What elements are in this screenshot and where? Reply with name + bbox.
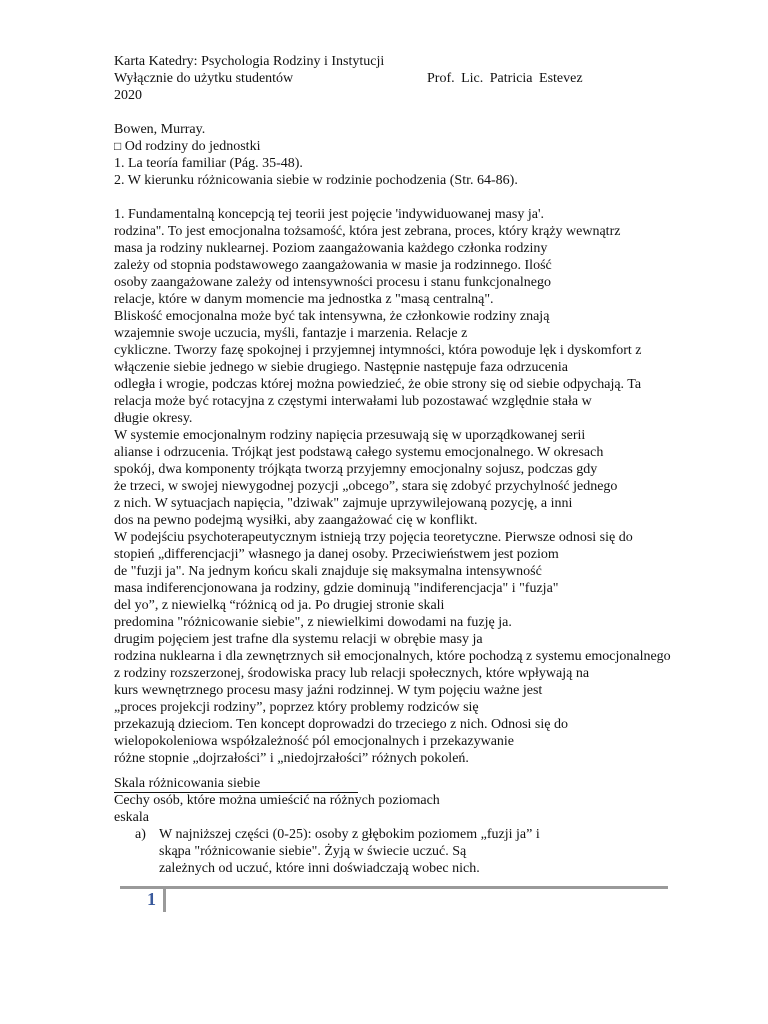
list-item-a-line-1: W najniższej części (0-25): osoby z głębokim poziomem „fuzji ja” i <box>159 827 540 842</box>
body-line: dos na pewno podejmą wysiłki, aby zaangażować cię w konflikt. <box>114 513 478 528</box>
body-line: 1. Fundamentalną koncepcją tej teorii jest pojęcie 'indywiduowanej masy ja'. <box>114 207 544 222</box>
footer-vertical-bar <box>163 889 166 912</box>
reference-book-line <box>114 138 260 155</box>
body-line: osoby zaangażowane zależy od intensywności procesu i stanu funkcjonalnego <box>114 275 551 290</box>
list-item-a-line-2: skąpa "różnicowanie siebie". Żyją w świecie uczuć. Są <box>159 844 467 859</box>
list-item-a-line-3: zależnych od uczuć, które inni doświadczają wobec nich. <box>159 861 480 876</box>
body-line: masa indiferencjonowana ja rodziny, gdzie dominują "indiferencjacja" i "fuzja" <box>114 581 559 596</box>
body-line: kurs wewnętrznego procesu masy jaźni rodzinnej. W tym pojęciu ważne jest <box>114 683 543 698</box>
reference-author: Bowen, Murray. <box>114 122 206 137</box>
body-line: rodzina''. To jest emocjonalna tożsamość, która jest zebrana, proces, który krąży wewnątrz <box>114 224 621 239</box>
body-line: różne stopnie „dojrzałości” i „niedojrzałości” różnych pokoleń. <box>114 751 469 766</box>
body-line: z rodziny rozszerzonej, środowiska pracy lub relacji społecznych, które wpływają na <box>114 666 590 681</box>
body-line: rodzina nuklearna i dla zewnętrznych sił emocjonalnych, które pochodzą z systemu emocjonalnego <box>114 649 671 664</box>
body-line: przekazują dzieciom. Ten koncept doprowadzi do trzeciego z nich. Odnosi się do <box>114 717 568 732</box>
page-number: 1 <box>147 889 156 909</box>
body-line: cykliczne. Tworzy fazę spokojnej i przyjemnej intymności, która powoduje lęk i dyskomfort z <box>114 343 642 358</box>
list-marker-a: a) <box>135 827 146 842</box>
body-line: drugim pojęciem jest trafne dla systemu relacji w obrębie masy ja <box>114 632 483 647</box>
header-course-title: Karta Katedry: Psychologia Rodziny i Instytucji <box>114 54 385 69</box>
body-line: z nich. W sytuacjach napięcia, "dziwak" zajmuje uprzywilejowaną pozycję, a inni <box>114 496 573 511</box>
placeholder-box-icon: □ <box>114 139 122 153</box>
reference-book-title: Od rodziny do jednostki <box>124 139 261 154</box>
header-usage-note: Wyłącznie do użytku studentów <box>114 71 294 86</box>
reference-item-2: 2. W kierunku różnicowania siebie w rodzinie pochodzenia (Str. 64-86). <box>114 173 518 188</box>
footer-divider <box>120 886 668 889</box>
body-line: relacje, które w danym momencie ma jednostka z "masą centralną". <box>114 292 494 307</box>
header-professor: Prof. Lic. Patricia Estevez <box>427 71 583 86</box>
header-year: 2020 <box>114 88 142 103</box>
body-line: włączenie siebie jednego w siebie drugiego. Następnie następuje faza odrzucenia <box>114 360 569 375</box>
body-line: wzajemnie swoje uczucia, myśli, fantazje i marzenia. Relacje z <box>114 326 468 341</box>
body-line: odległa i wrogie, podczas której można powiedzieć, że obie strony się od siebie odpychają. Ta <box>114 377 642 392</box>
section-intro-line-2: eskala <box>114 810 149 825</box>
body-line: długie okresy. <box>114 411 193 426</box>
body-line: że trzeci, w swojej niewygodnej pozycji „obcego”, stara się zdobyć przychylność jednego <box>114 479 618 494</box>
body-line: masa ja rodziny nuklearnej. Poziom zaangażowania każdego członka rodziny <box>114 241 548 256</box>
body-line: predomina "różnicowanie siebie", z niewielkimi dowodami na fuzję ja. <box>114 615 512 630</box>
body-line: zależy od stopnia podstawowego zaangażowania w masie ja rodzinnego. Ilość <box>114 258 552 273</box>
body-line: spokój, dwa komponenty trójkąta tworzą przyjemny emocjonalny sojusz, podczas gdy <box>114 462 598 477</box>
body-line: de "fuzji ja". Na jednym końcu skali znajduje się maksymalna intensywność <box>114 564 542 579</box>
section-intro-line-1: Cechy osób, które można umieścić na różnych poziomach <box>114 793 440 808</box>
body-line: del yo”, z niewielką “różnicą od ja. Po drugiej stronie skali <box>114 598 445 613</box>
body-line: „proces projekcji rodziny”, poprzez który problemy rodziców się <box>114 700 479 715</box>
body-line: alianse i odrzucenia. Trójkąt jest podstawą całego systemu emocjonalnego. W okresach <box>114 445 604 460</box>
body-line: relacja może być rotacyjna z częstymi interwałami lub pozostawać względnie stała w <box>114 394 592 409</box>
section-heading-text: Skala różnicowania siebie <box>114 775 358 793</box>
body-line: W systemie emocjonalnym rodziny napięcia przesuwają się w uporządkowanej serii <box>114 428 586 443</box>
reference-item-1: 1. La teoría familiar (Pág. 35-48). <box>114 156 303 171</box>
body-line: Bliskość emocjonalna może być tak intensywna, że członkowie rodziny znają <box>114 309 550 324</box>
body-line: stopień „differencjacji” własnego ja danej osoby. Przeciwieństwem jest poziom <box>114 547 559 562</box>
section-heading <box>114 775 358 793</box>
body-line: wielopokoleniowa współzależność pól emocjonalnych i przekazywanie <box>114 734 515 749</box>
body-line: W podejściu psychoterapeutycznym istnieją trzy pojęcia teoretyczne. Pierwsze odnosi się do <box>114 530 633 545</box>
